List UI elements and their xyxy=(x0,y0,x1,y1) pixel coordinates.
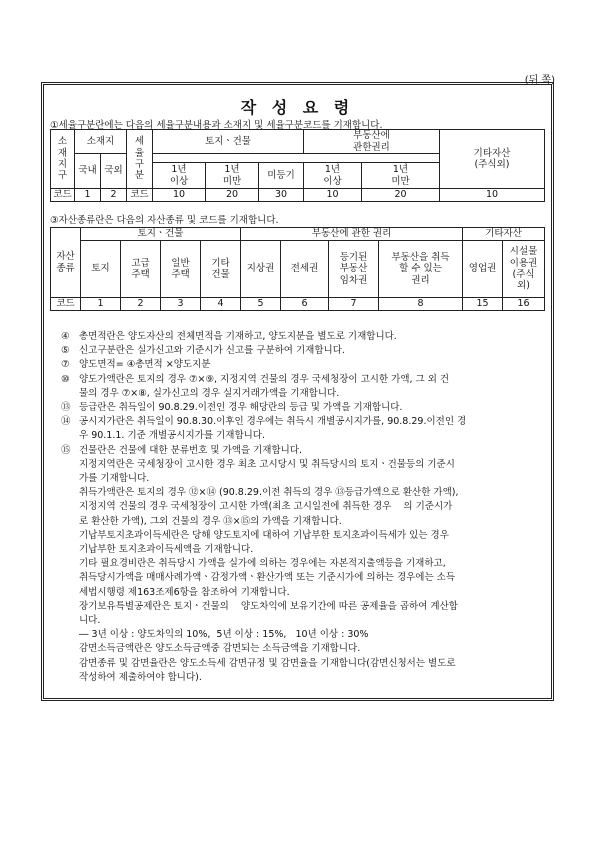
note-marker: ⑬ xyxy=(61,402,71,414)
asset-header: 토지 xyxy=(81,241,121,298)
asset-type-label: 자산 종류 xyxy=(51,228,81,298)
asset-header: 부동산을 취득 할 수 있는 권리 xyxy=(379,241,463,298)
code-cell: 3 xyxy=(161,298,201,311)
other-assets-header: 기타자산 xyxy=(463,228,545,241)
note-text: 신고구분란은 실가신고와 기준시가 신고를 구분하여 기재합니다. xyxy=(79,345,345,357)
code-label: 코드 xyxy=(51,189,75,202)
note-marker: ⑦ xyxy=(61,359,70,371)
code-cell: 2 xyxy=(121,298,161,311)
note-item xyxy=(61,415,541,443)
code-cell: 20 xyxy=(206,189,259,202)
rights-under-1y: 1년 미만 xyxy=(362,163,440,189)
rights-header: 부동산에 관한 권리 xyxy=(241,228,463,241)
code-cell: 10 xyxy=(304,189,362,202)
code-cell: 16 xyxy=(503,298,545,311)
note-item xyxy=(61,344,541,358)
instructions-frame xyxy=(41,82,554,701)
land-under-1y: 1년 미만 xyxy=(206,163,259,189)
note-marker: ④ xyxy=(61,331,70,342)
note-marker: ⑩ xyxy=(61,373,70,385)
asset-header: 전세권 xyxy=(281,241,329,298)
asset-header: 기타 건물 xyxy=(201,241,241,298)
code-domestic: 1 xyxy=(75,189,101,202)
note-item xyxy=(61,401,541,415)
instruction-notes xyxy=(61,330,541,685)
note-text: 총면적란은 양도자산의 전체면적을 기재하고, 양도지분을 별도로 기재합니다. xyxy=(79,331,397,342)
note-text: 양도면적= ④총면적 ×양도지분 xyxy=(79,359,211,371)
domestic-header: 국내 xyxy=(75,154,101,189)
page-title: 작 성 요 령 xyxy=(240,98,355,117)
location-header: 소 재 지 구 xyxy=(51,130,75,189)
code-cell: 7 xyxy=(329,298,379,311)
code-label: 코드 xyxy=(51,298,81,311)
land-building-header: 토지ㆍ건물 xyxy=(81,228,241,241)
code-foreign: 2 xyxy=(101,189,127,202)
rate-code-table xyxy=(50,129,545,202)
note-item xyxy=(61,373,541,401)
code-cell: 1 xyxy=(81,298,121,311)
code-cell: 6 xyxy=(281,298,329,311)
asset-header: 시설물 이용권 (주식 외) xyxy=(503,241,545,298)
note-text: 공시지가란은 취득일이 90.8.30.이후인 경우에는 취득시 개별공시지가를, 90.8.29.이전인 경 우 90.1.1. 기준 개별공시지가를 기재합니다. xyxy=(79,416,467,442)
land-building-header: 토지ㆍ건물 xyxy=(153,130,304,154)
note-marker: ⑭ xyxy=(61,416,71,428)
code-cell: 15 xyxy=(463,298,503,311)
code-cell: 10 xyxy=(440,189,545,202)
note-item xyxy=(61,358,541,372)
land-over-1y: 1년 이상 xyxy=(153,163,206,189)
code-rate-label: 코드 xyxy=(127,189,153,202)
note-text: 등급란은 취득일이 90.8.29.이전인 경우 해당란의 등급 및 가액을 기재합니다. xyxy=(79,402,403,414)
asset-header: 지상권 xyxy=(241,241,281,298)
asset-header: 영업권 xyxy=(463,241,503,298)
note-marker: ⑮ xyxy=(61,444,71,456)
code-cell: 5 xyxy=(241,298,281,311)
land-unregistered: 미등기 xyxy=(259,163,304,189)
rate-header: 세 율 구 분 xyxy=(127,130,153,189)
note-text: 양도가액란은 토지의 경우 ⑦×⑨, 지정지역 건물의 경우 국세청장이 고시한 가액, 그 외 건 물의 경우 ⑦×⑧, 실가신고의 경우 실지거래가액을 기재합니다. xyxy=(79,373,450,399)
location-group-header: 소재지 xyxy=(75,130,127,154)
section1-intro: ①세율구분란에는 다음의 세율구분내용과 소재지 및 세율구분코드를 기재합니다. xyxy=(50,120,383,131)
asset-header: 일반 주택 xyxy=(161,241,201,298)
asset-type-table xyxy=(50,227,545,311)
page-label: (뒤 쪽) xyxy=(524,75,555,86)
code-cell: 20 xyxy=(362,189,440,202)
note-text: 건물란은 건물에 대한 분류번호 및 가액을 기재합니다. 지정지역란은 국세청장이 고시한 경우 최초 고시당시 및 취득당시의 토지ㆍ건물등의 기준시 가를 기재합니다. 취득가액란은 토지의 경우 ⑫×⑭ (90.8.29.이전 취득의 경우 ⑬등급가액으로 환산한 가액), 지정지역 건물의 경우 국세청장이 고시한 가액(최초 고시일전에 취득한 경우 의 기준시가 로 환산한 가액), 그외 건물의 경우 ⑬×⑮의 가액을 기재합니다. 기납부토지초과이득세란은 당해 양도토지에 대하여 기납부한 토지초과이득세가 있는 경우 기납부한 토지초과이득세액을 기재합니다. 기타 필요경비란은 취득당시 가액을 실가에 의하는 경우에는 자본적지출액등을 기재하고, 취득당시가액을 매매사례가액ㆍ감정가액ㆍ환산가액 또는 기준시가에 의하는 경우에는 소득 세법시행령 제163조제6항을 참조하여 기재합니다. 장기보유특별공제란은 토지ㆍ건물의 양도차익에 보유기간에 따른 공제율을 곱하여 계산합 니다. ― 3년 이상 : 양도차익의 10%, 5년 이상 : 15%, 10년 이상 : 30% 감면소득금액란은 양도소득금액중 감면되는 소득금액을 기재합니다. 감면종류 및 감면율란은 양도소득세 감면규정 및 감면율을 기재합니다(감면신청서는 별도로 작성하여 제출하여야 합니다). xyxy=(79,444,459,683)
code-cell: 10 xyxy=(153,189,206,202)
other-assets-header: 기타자산 (주식외) xyxy=(440,130,545,189)
asset-header: 등기된 부동산 임차권 xyxy=(329,241,379,298)
code-cell: 30 xyxy=(259,189,304,202)
section2-intro: ③자산종류란은 다음의 자산종류 및 코드를 기재합니다. xyxy=(50,215,279,226)
foreign-header: 국외 xyxy=(101,154,127,189)
rights-over-1y: 1년 이상 xyxy=(304,163,362,189)
note-marker: ⑤ xyxy=(61,345,70,357)
rights-header: 부동산에 관한권리 xyxy=(304,130,440,154)
note-item xyxy=(61,444,541,685)
code-cell: 4 xyxy=(201,298,241,311)
code-cell: 8 xyxy=(379,298,463,311)
asset-header: 고급 주택 xyxy=(121,241,161,298)
note-item xyxy=(61,330,541,344)
